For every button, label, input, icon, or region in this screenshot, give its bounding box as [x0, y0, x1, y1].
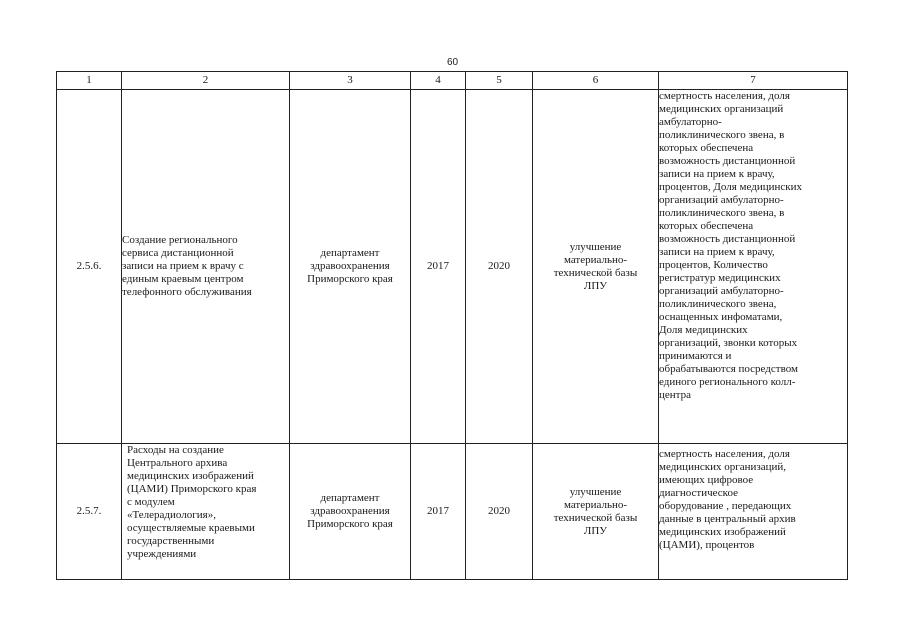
result-cell — [533, 90, 659, 444]
header-cell: 4 — [411, 72, 466, 90]
indicators-text: смертность населения, доля медицинских организаций, имеющих цифровое диагностическое оборудование , передающих данные в центральный архив медицинских изображений (ЦАМИ), процентов — [659, 448, 796, 551]
data-table — [56, 71, 848, 580]
result-text: улучшение материально- технической базы ЛПУ — [553, 240, 638, 292]
table-header-row — [57, 72, 848, 90]
indicators-text: смертность населения, доля медицинских организаций амбулаторно- поликлинического звена, в которых обеспечена возможность дистанционной записи на прием к врачу, процентов, Доля медицинских организаций амбулаторно- поликлинического звена, в которых обеспечена возможность дистанционной записи на прием к врачу, процентов, Количество регистратур медицинских организаций амбулаторно- поликлинического звена, оснащенных инфоматами, Доля медицинских организаций, звонки которых принимаются и обрабатываются посредством единого регионального колл- центра — [659, 90, 803, 401]
result-cell — [533, 444, 659, 580]
event-text: Создание регионального сервиса дистанционной записи на прием к врачу с единым краевым центром телефонного обслуживания — [122, 234, 252, 298]
table-row — [57, 444, 848, 580]
end-year-cell — [466, 90, 533, 444]
start-year: 2017 — [427, 260, 449, 272]
row-number-cell — [57, 444, 122, 580]
executor-text: департамент здравоохранения Приморского края — [307, 492, 393, 530]
header-cell: 1 — [57, 72, 122, 90]
indicators-cell — [659, 90, 848, 444]
indicators-cell — [659, 444, 848, 580]
result-text: улучшение материально- технической базы ЛПУ — [553, 485, 638, 537]
event-text: Расходы на создание Центрального архива медицинских изображений (ЦАМИ) Приморского края с модулем «Телерадиология», осуществляемые краевыми государственными учреждениями — [127, 444, 257, 560]
end-year: 2020 — [488, 260, 510, 272]
row-number: 2.5.6. — [76, 260, 102, 272]
header-cell: 3 — [290, 72, 411, 90]
executor-cell — [290, 90, 411, 444]
header-cell: 2 — [122, 72, 290, 90]
start-year-cell — [411, 444, 466, 580]
executor-text: департамент здравоохранения Приморского края — [307, 247, 393, 285]
event-cell — [122, 90, 290, 444]
start-year: 2017 — [427, 505, 449, 517]
event-cell — [122, 444, 290, 580]
header-cell: 5 — [466, 72, 533, 90]
header-cell: 6 — [533, 72, 659, 90]
start-year-cell — [411, 90, 466, 444]
page-number: 60 — [446, 57, 459, 68]
table-row — [57, 90, 848, 444]
executor-cell — [290, 444, 411, 580]
end-year: 2020 — [488, 505, 510, 517]
header-cell: 7 — [659, 72, 848, 90]
end-year-cell — [466, 444, 533, 580]
row-number: 2.5.7. — [76, 505, 102, 517]
row-number-cell — [57, 90, 122, 444]
